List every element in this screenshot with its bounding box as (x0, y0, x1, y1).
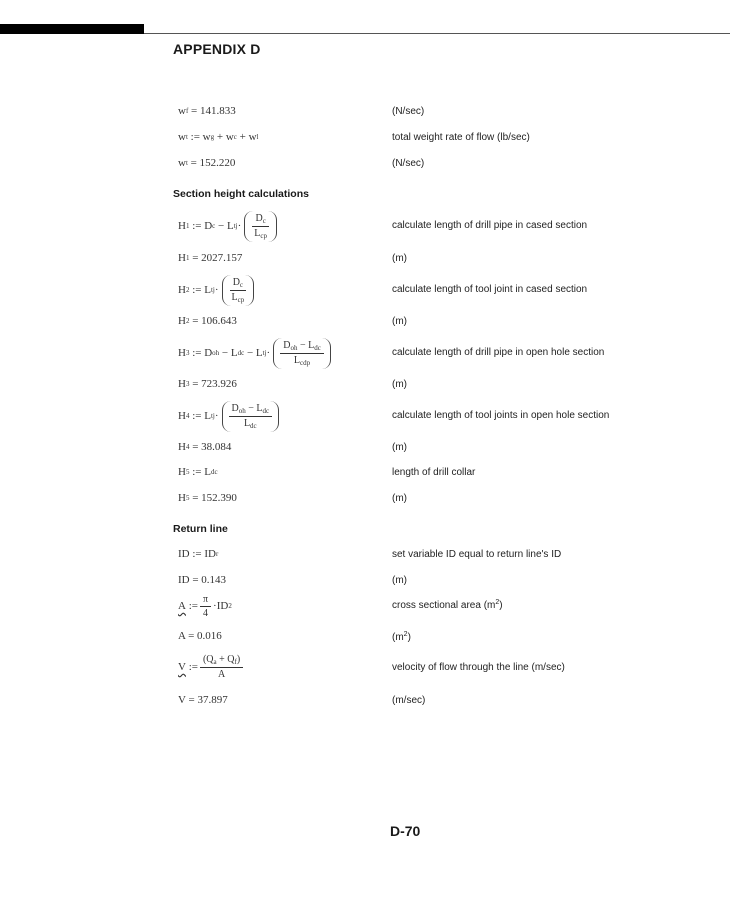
desc-id-def: set variable ID equal to return line's ID (392, 549, 562, 560)
equation-area-value: A = 0.016 (178, 630, 222, 642)
desc-h2-value: (m) (392, 316, 407, 327)
desc-h5-def: length of drill collar (392, 467, 476, 478)
section-heading-height: Section height calculations (173, 188, 309, 200)
desc-h4-value: (m) (392, 442, 407, 453)
desc-wt-value: (N/sec) (392, 158, 425, 169)
equation-wt-def: w t := w g + w c + w l (178, 131, 259, 143)
desc-area-value: $(m^2)$ (392, 631, 411, 643)
equation-velocity-value: V = 37.897 (178, 694, 228, 706)
page-number: D-70 (390, 823, 421, 839)
desc-h2-def: calculate length of tool joint in cased section (392, 284, 588, 295)
section-heading-return-line: Return line (173, 523, 228, 535)
desc-h3-def: calculate length of drill pipe in open hole section (392, 347, 605, 358)
desc-wf-value: (N/sec) (392, 106, 425, 117)
desc-wt-def: total weight rate of flow (lb/sec) (392, 132, 530, 143)
desc-h3-value: (m) (392, 379, 407, 390)
desc-h1-value: (m) (392, 253, 407, 264)
equation-h4-def: H 4 := L tj · $\frac{D_{oh} - L_{dc}}{L_{dc}}$ (178, 398, 279, 434)
header-bar (0, 24, 144, 34)
desc-h5-value: (m) (392, 493, 407, 504)
equation-id-def: ID := ID r (178, 548, 219, 560)
desc-velocity-def: velocity of flow through the line (m/sec) (392, 662, 565, 673)
equation-h3-def: H 3 := D oh − L dc − L tj · $\frac{D_{oh} - L_{dc}}{L_{cdp}}$ (178, 335, 331, 371)
equation-h2-def: H 2 := L tj · $\frac{D_c}{L_{cp}}$ (178, 272, 254, 308)
equation-h3-value: H 3 = 723.926 (178, 378, 237, 390)
equation-id-value: ID = 0.143 (178, 574, 227, 586)
equation-h1-value: H 1 = 2027.157 (178, 252, 243, 264)
equation-h2-value: H 2 = 106.643 (178, 315, 237, 327)
desc-velocity-value: (m/sec) (392, 695, 426, 706)
header-rule (144, 33, 730, 34)
equation-wf-value: w f = 141.833 (178, 105, 236, 117)
equation-h5-def: H 5 := L dc (178, 466, 218, 478)
equation-h1-def: H 1 := D c − L tj · $\frac{D_c}{L_{cp}}$ (178, 208, 277, 244)
equation-area-def: A := $\frac{\pi}{4}$ ·ID 2 (178, 593, 232, 619)
equation-wt-value: w t = 152.220 (178, 157, 236, 169)
desc-h4-def: calculate length of tool joints in open hole section (392, 410, 610, 421)
equation-h4-value: H 4 = 38.084 (178, 441, 232, 453)
desc-id-value: (m) (392, 575, 407, 586)
desc-h1-def: calculate length of drill pipe in cased section (392, 220, 588, 231)
equation-velocity-def: V := $\frac{(Q_a + Q_f)}{A}$ (178, 652, 245, 682)
equation-h5-value: H 5 = 152.390 (178, 492, 237, 504)
appendix-title: APPENDIX D (173, 41, 261, 57)
desc-area-def: cross sectional area $(m^2)$ (392, 599, 503, 611)
